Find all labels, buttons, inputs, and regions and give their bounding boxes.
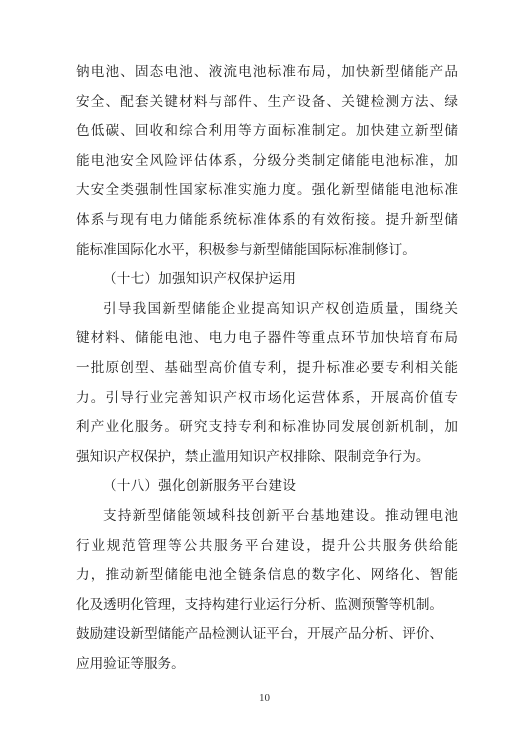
- body-line: 强知识产权保护，禁止滥用知识产权排除、限制竞争行为。: [76, 448, 430, 465]
- body-line: 鼓励建设新型储能产品检测认证平台，开展产品分析、评价、: [76, 626, 444, 643]
- body-line: 色低碳、回收和综合利用等方面标准制定。加快建立新型储: [76, 123, 458, 140]
- section-heading: （十七）加强知识产权保护运用: [103, 271, 297, 288]
- body-line: 力。引导行业完善知识产权市场化运营体系，开展高价值专: [76, 389, 458, 406]
- body-line: 能电池安全风险评估体系，分级分类制定储能电池标准，加: [76, 152, 458, 169]
- body-line: 体系与现有电力储能系统标准体系的有效衔接。提升新型储: [76, 211, 458, 228]
- section-heading: （十八）强化创新服务平台建设: [103, 478, 297, 495]
- body-line: 引导我国新型储能企业提高知识产权创造质量，围绕关: [103, 300, 458, 317]
- body-line: 应用验证等服务。: [76, 655, 185, 672]
- page-number: 10: [259, 692, 270, 704]
- body-line: 支持新型储能领域科技创新平台基地建设。推动锂电池: [103, 507, 458, 524]
- body-line: 钠电池、固态电池、液流电池标准布局，加快新型储能产品: [76, 64, 458, 80]
- document-body: [76, 58, 458, 679]
- body-line: 利产业化服务。研究支持专利和标准协同发展创新机制，加: [76, 419, 458, 436]
- body-line: 力，推动新型储能电池全链条信息的数字化、网络化、智能: [76, 567, 458, 584]
- body-line: 能标准国际化水平，积极参与新型储能国际标准制修订。: [76, 241, 416, 258]
- body-line: 大安全类强制性国家标准实施力度。强化新型储能电池标准: [76, 182, 458, 199]
- body-line: 一批原创型、基础型高价值专利，提升标准必要专利相关能: [76, 359, 458, 376]
- body-line: 行业规范管理等公共服务平台建设，提升公共服务供给能: [76, 537, 458, 554]
- body-line: 化及透明化管理，支持构建行业运行分析、监测预警等机制。: [76, 596, 444, 613]
- body-line: 安全、配套关键材料与部件、生产设备、关键检测方法、绿: [76, 93, 458, 110]
- body-line: 键材料、储能电池、电力电子器件等重点环节加快培育布局: [76, 330, 458, 347]
